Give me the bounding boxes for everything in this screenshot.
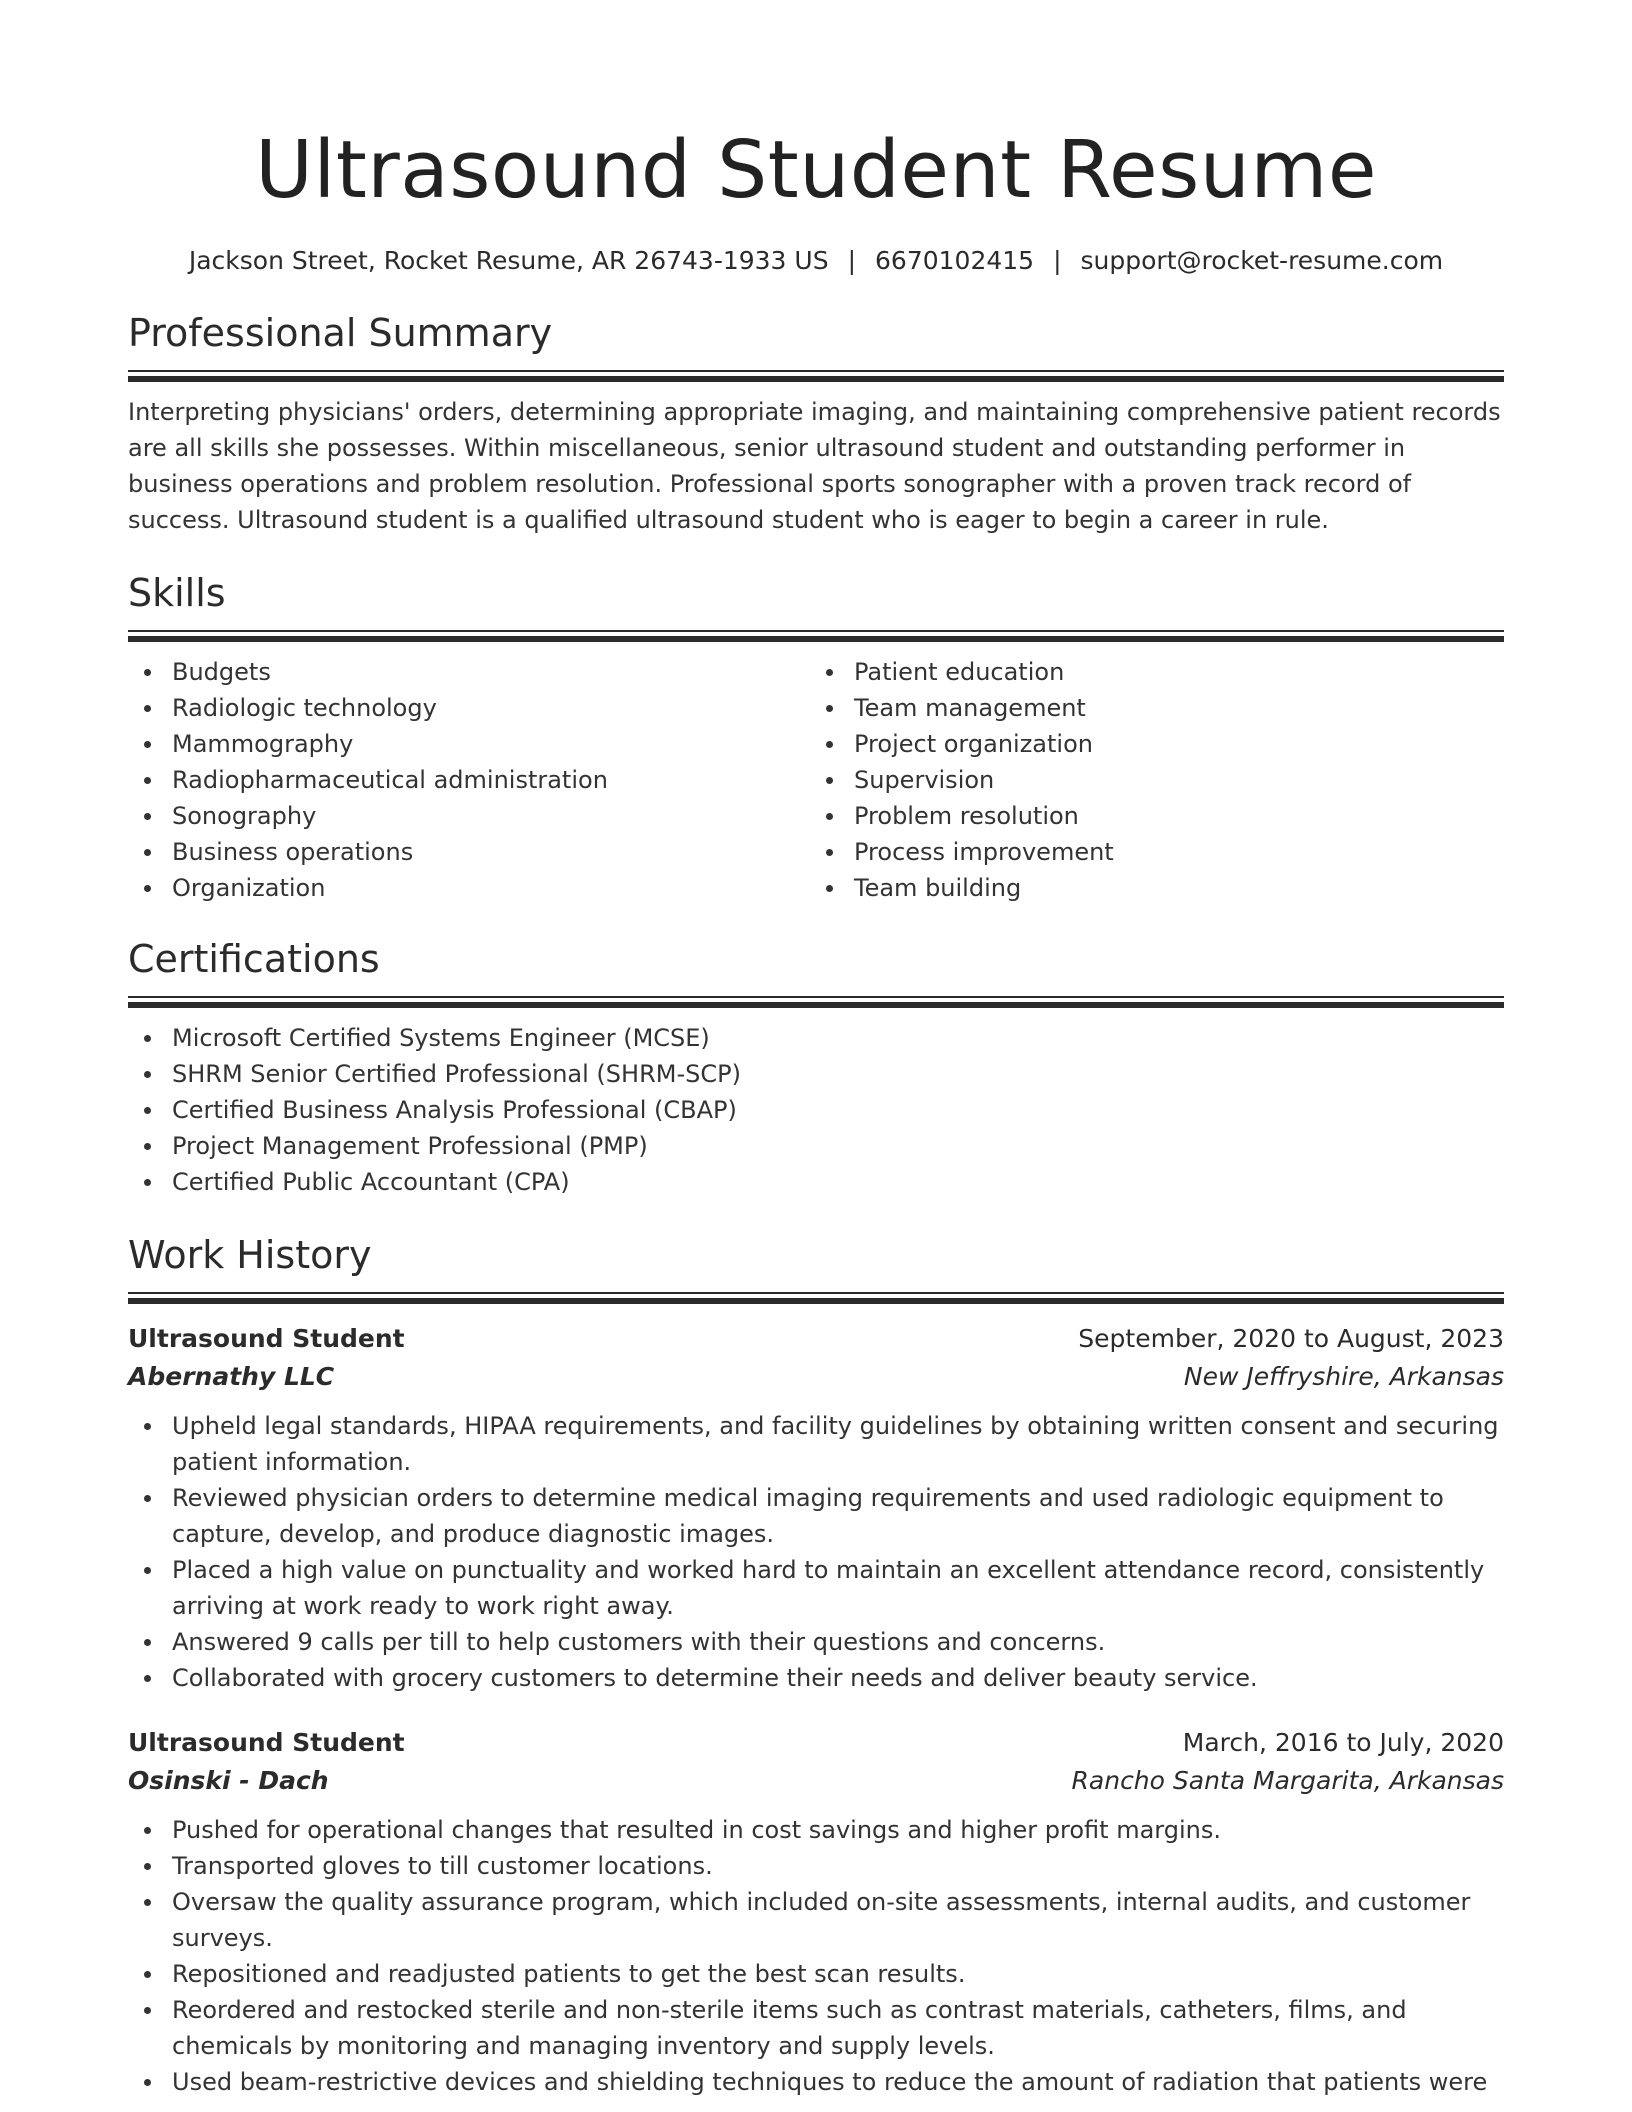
certifications-list: [128, 1020, 1504, 1200]
section-divider: [128, 1292, 1504, 1304]
job-bullets: [128, 1408, 1504, 1696]
list-item: Supervision: [854, 762, 1488, 798]
job-title: Ultrasound Student: [128, 1324, 405, 1353]
list-item: Project organization: [854, 726, 1488, 762]
skills-list-left: [128, 654, 806, 906]
skills-list-right: [806, 654, 1488, 906]
list-item: Placed a high value on punctuality and worked hard to maintain an excellent attendance record, consistently arriving at work ready to work right away.: [172, 1552, 1504, 1624]
contact-separator: |: [1053, 246, 1062, 275]
job-location: New Jeffryshire, Arkansas: [1183, 1362, 1504, 1391]
list-item: Upheld legal standards, HIPAA requirements, and facility guidelines by obtaining written consent and securing patient information.: [172, 1408, 1504, 1480]
skills-grid: [128, 654, 1504, 906]
section-divider: [128, 996, 1504, 1008]
section-divider: [128, 370, 1504, 382]
list-item: Collaborated with grocery customers to determine their needs and deliver beauty service.: [172, 1660, 1504, 1696]
list-item: Reviewed physician orders to determine medical imaging requirements and used radiologic equipment to capture, develop, and produce diagnostic images.: [172, 1480, 1504, 1552]
summary-text: Interpreting physicians' orders, determining appropriate imaging, and maintaining comprehensive patient records are all skills she possesses. Within miscellaneous, senior ultrasound student and outstanding performer in business operations and problem resolution. Professional sports sonographer with a proven track record of success. Ultrasound student is a qualified ultrasound student who is eager to begin a career in rule.: [128, 398, 1501, 534]
certifications-heading: Certifications: [128, 937, 380, 981]
contact-line: [128, 244, 1504, 278]
list-item: Reordered and restocked sterile and non-sterile items such as contrast materials, catheters, films, and chemicals by monitoring and managing inventory and supply levels.: [172, 1992, 1504, 2064]
job-company: Osinski - Dach: [128, 1766, 329, 1795]
section-divider: [128, 630, 1504, 642]
job-dates: March, 2016 to July, 2020: [1182, 1728, 1504, 1757]
summary-section-header: [128, 310, 1504, 382]
list-item: Mammography: [172, 726, 806, 762]
job-entry: [128, 1320, 1504, 1696]
contact-email: support@rocket-resume.com: [1080, 246, 1444, 275]
list-item: Budgets: [172, 654, 806, 690]
list-item: Repositioned and readjusted patients to get the best scan results.: [172, 1956, 1504, 1992]
job-title-row: [128, 1724, 1504, 1762]
list-item: Radiologic technology: [172, 690, 806, 726]
job-location: Rancho Santa Margarita, Arkansas: [1071, 1766, 1504, 1795]
list-item: Radiopharmaceutical administration: [172, 762, 806, 798]
job-title: Ultrasound Student: [128, 1728, 405, 1757]
work-section-header: [128, 1232, 1504, 1304]
job-bullets: [128, 1812, 1504, 2100]
certifications-section-header: [128, 936, 1504, 1008]
work-history-list: [128, 1320, 1504, 2100]
work-heading: Work History: [128, 1233, 372, 1277]
job-title-row: [128, 1320, 1504, 1358]
list-item: Organization: [172, 870, 806, 906]
list-item: Used beam-restrictive devices and shielding techniques to reduce the amount of radiation that patients were: [172, 2064, 1504, 2100]
summary-heading: Professional Summary: [128, 311, 553, 355]
list-item: Sonography: [172, 798, 806, 834]
list-item: Business operations: [172, 834, 806, 870]
job-company: Abernathy LLC: [128, 1362, 335, 1391]
resume-title: Ultrasound Student Resume: [255, 124, 1377, 216]
skills-heading: Skills: [128, 571, 226, 615]
job-company-row: [128, 1762, 1504, 1800]
list-item: Patient education: [854, 654, 1488, 690]
job-company-row: [128, 1358, 1504, 1396]
job-entry: [128, 1724, 1504, 2100]
list-item: Pushed for operational changes that resulted in cost savings and higher profit margins.: [172, 1812, 1504, 1848]
list-item: Problem resolution: [854, 798, 1488, 834]
list-item: Oversaw the quality assurance program, which included on-site assessments, internal audits, and customer surveys.: [172, 1884, 1504, 1956]
contact-phone: 6670102415: [875, 246, 1035, 275]
list-item: Transported gloves to till customer locations.: [172, 1848, 1504, 1884]
list-item: Microsoft Certified Systems Engineer (MCSE): [172, 1020, 1504, 1056]
list-item: Team building: [854, 870, 1488, 906]
job-dates: September, 2020 to August, 2023: [1078, 1324, 1504, 1353]
resume-page: [128, 0, 1504, 2100]
list-item: Project Management Professional (PMP): [172, 1128, 1504, 1164]
list-item: SHRM Senior Certified Professional (SHRM-SCP): [172, 1056, 1504, 1092]
list-item: Certified Business Analysis Professional (CBAP): [172, 1092, 1504, 1128]
list-item: Certified Public Accountant (CPA): [172, 1164, 1504, 1200]
contact-separator: |: [847, 246, 857, 275]
list-item: Process improvement: [854, 834, 1488, 870]
contact-address: Jackson Street, Rocket Resume, AR 26743-1933 US: [188, 246, 829, 275]
list-item: Team management: [854, 690, 1488, 726]
skills-section-header: [128, 570, 1504, 642]
list-item: Answered 9 calls per till to help customers with their questions and concerns.: [172, 1624, 1504, 1660]
